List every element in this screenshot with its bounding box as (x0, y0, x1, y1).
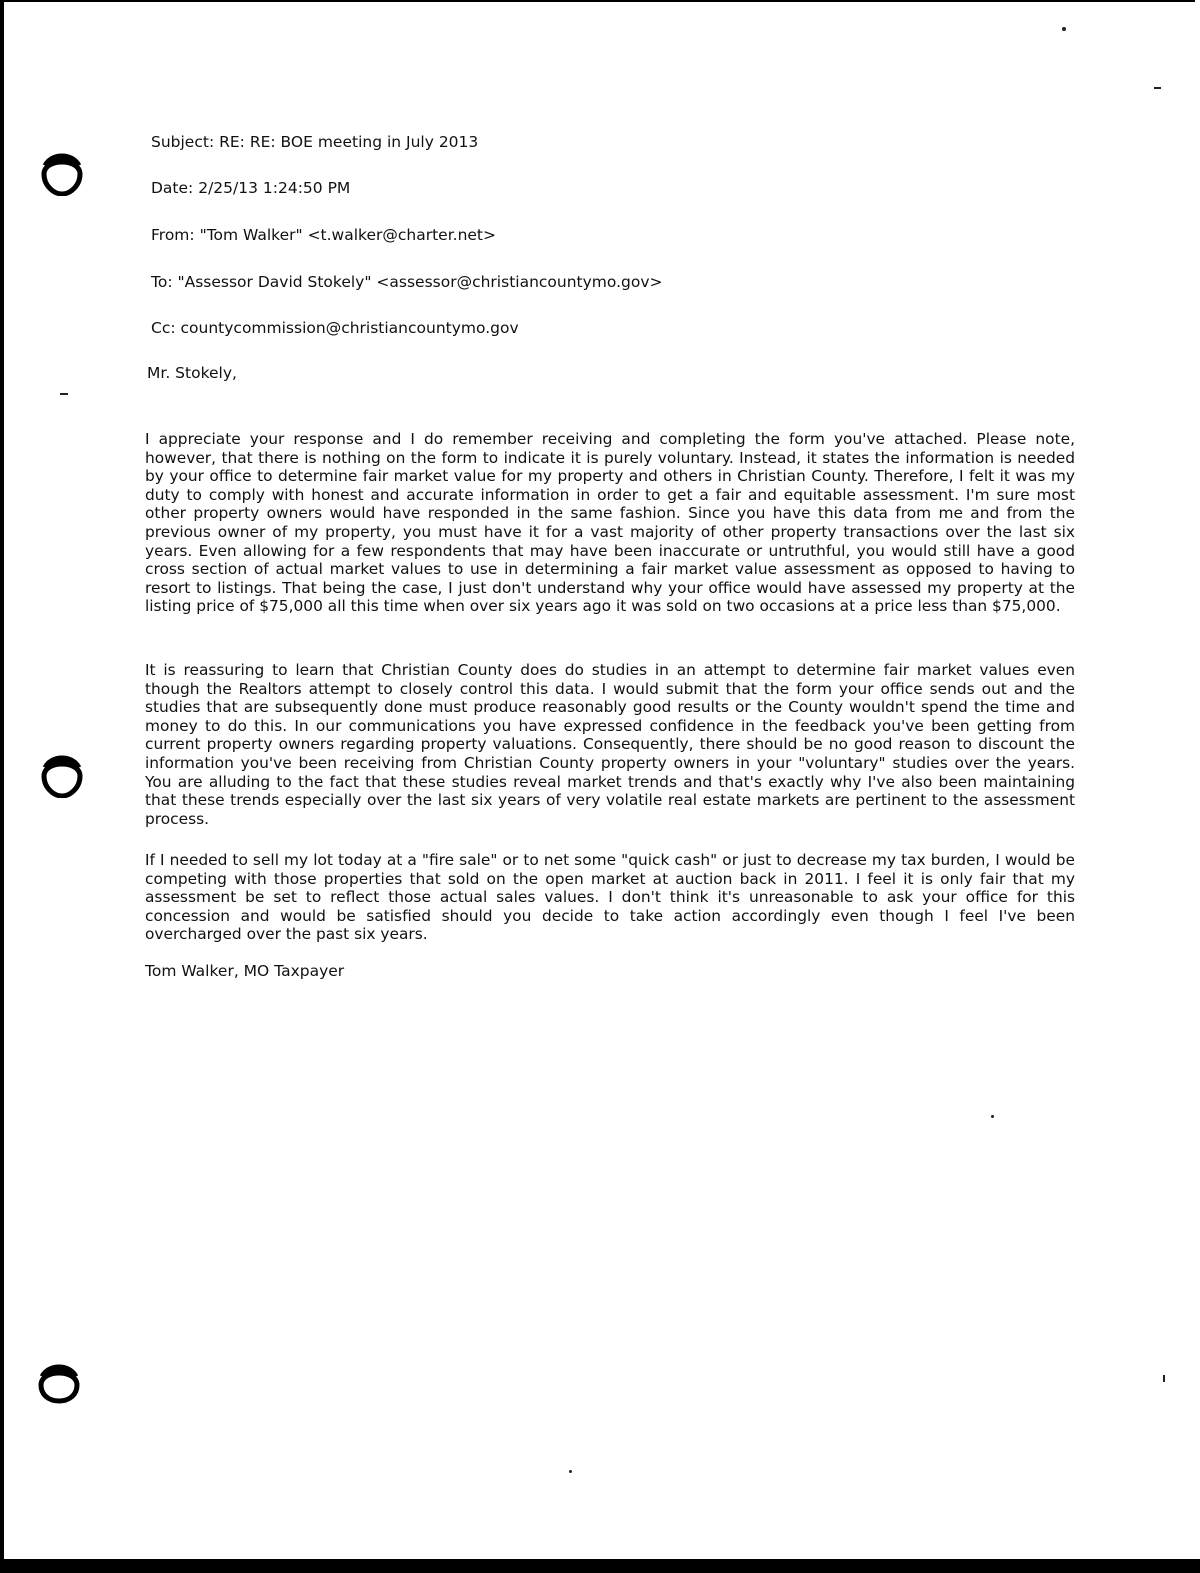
scan-speck (1154, 87, 1161, 89)
from-label: From: (151, 226, 195, 244)
subject-label: Subject: (151, 133, 215, 151)
date-value: 2/25/13 1:24:50 PM (198, 179, 351, 197)
date-label: Date: (151, 179, 194, 197)
subject-line (151, 132, 478, 152)
from-line (151, 225, 496, 245)
cc-label: Cc: (151, 319, 176, 337)
paragraph-text: If I needed to sell my lot today at a "fire sale" or to net some "quick cash" or just to decrease my tax burden, I would be competing with those properties that sold on the open market at auction back in 2011. I feel it is only fair that my assessment be set to reflect those actual sales values. I don't think it's unreasonable to ask your office for this concession and would be satisfied should you decide to take action accordingly even though I feel I've been overcharged over the past six years. (145, 851, 1075, 944)
scan-speck (60, 393, 68, 395)
paragraph-text: It is reassuring to learn that Christian County does do studies in an attempt to determine fair market values even though the Realtors attempt to closely control this data. I would submit that the form your office sends out and the studies that are subsequently done must produce reasonably good results or the County wouldn't spend the time and money to do this. In our communications you have expressed confidence in the feedback you've been getting from current property owners regarding property valuations. Consequently, there should be no good reason to discount the information you've been receiving from Christian County property owners in your "voluntary" studies over the years. You are alluding to the fact that these studies reveal market trends and that's exactly why I've also been maintaining that these trends especially over the last six years of very volatile real estate markets are pertinent to the assessment process. (145, 661, 1075, 828)
paragraph-text: I appreciate your response and I do remember receiving and completing the form you've attached. Please note, however, that there is nothing on the form to indicate it is purely voluntary. Instead, it states the information is needed by your office to determine fair market value for my property and others in Christian County. Therefore, I felt it was my duty to comply with honest and accurate information in order to get a fair and equitable assessment. I'm sure most other property owners would have responded in the same fashion. Since you have this data from me and from the previous owner of my property, you must have it for a vast majority of other property transactions over the last six years. Even allowing for a few respondents that may have been inaccurate or untruthful, you would still have a good cross section of actual market values to use in determining a fair market value assessment as opposed to having to resort to listings. That being the case, I just don't understand why your office would have assessed my property at the listing price of $75,000 all this time when over six years ago it was sold on two occasions at a price less than $75,000. (145, 430, 1075, 616)
to-label: To: (151, 273, 173, 291)
punch-hole-bottom (35, 1357, 83, 1405)
scan-edge-left (0, 0, 4, 1560)
punch-hole-middle (38, 750, 86, 798)
from-value: "Tom Walker" <t.walker@charter.net> (199, 226, 496, 244)
scan-speck (1062, 27, 1066, 31)
subject-value: RE: RE: BOE meeting in July 2013 (219, 133, 479, 151)
cc-line (151, 318, 519, 338)
scan-edge-top (0, 0, 1195, 2)
signature: Tom Walker, MO Taxpayer (145, 962, 345, 980)
punch-hole-top (38, 148, 86, 196)
body-paragraph-2 (145, 661, 1075, 828)
cc-value: countycommission@christiancountymo.gov (180, 319, 519, 337)
salutation: Mr. Stokely, (147, 364, 237, 382)
scan-speck (1163, 1375, 1165, 1382)
body-paragraph-1 (145, 430, 1075, 616)
scan-speck (569, 1470, 572, 1473)
to-line (151, 272, 663, 292)
scan-edge-bottom (0, 1559, 1200, 1573)
date-line (151, 178, 350, 198)
to-value: "Assessor David Stokely" <assessor@christiancountymo.gov> (177, 273, 663, 291)
body-paragraph-3 (145, 851, 1075, 944)
scan-speck (991, 1115, 994, 1118)
